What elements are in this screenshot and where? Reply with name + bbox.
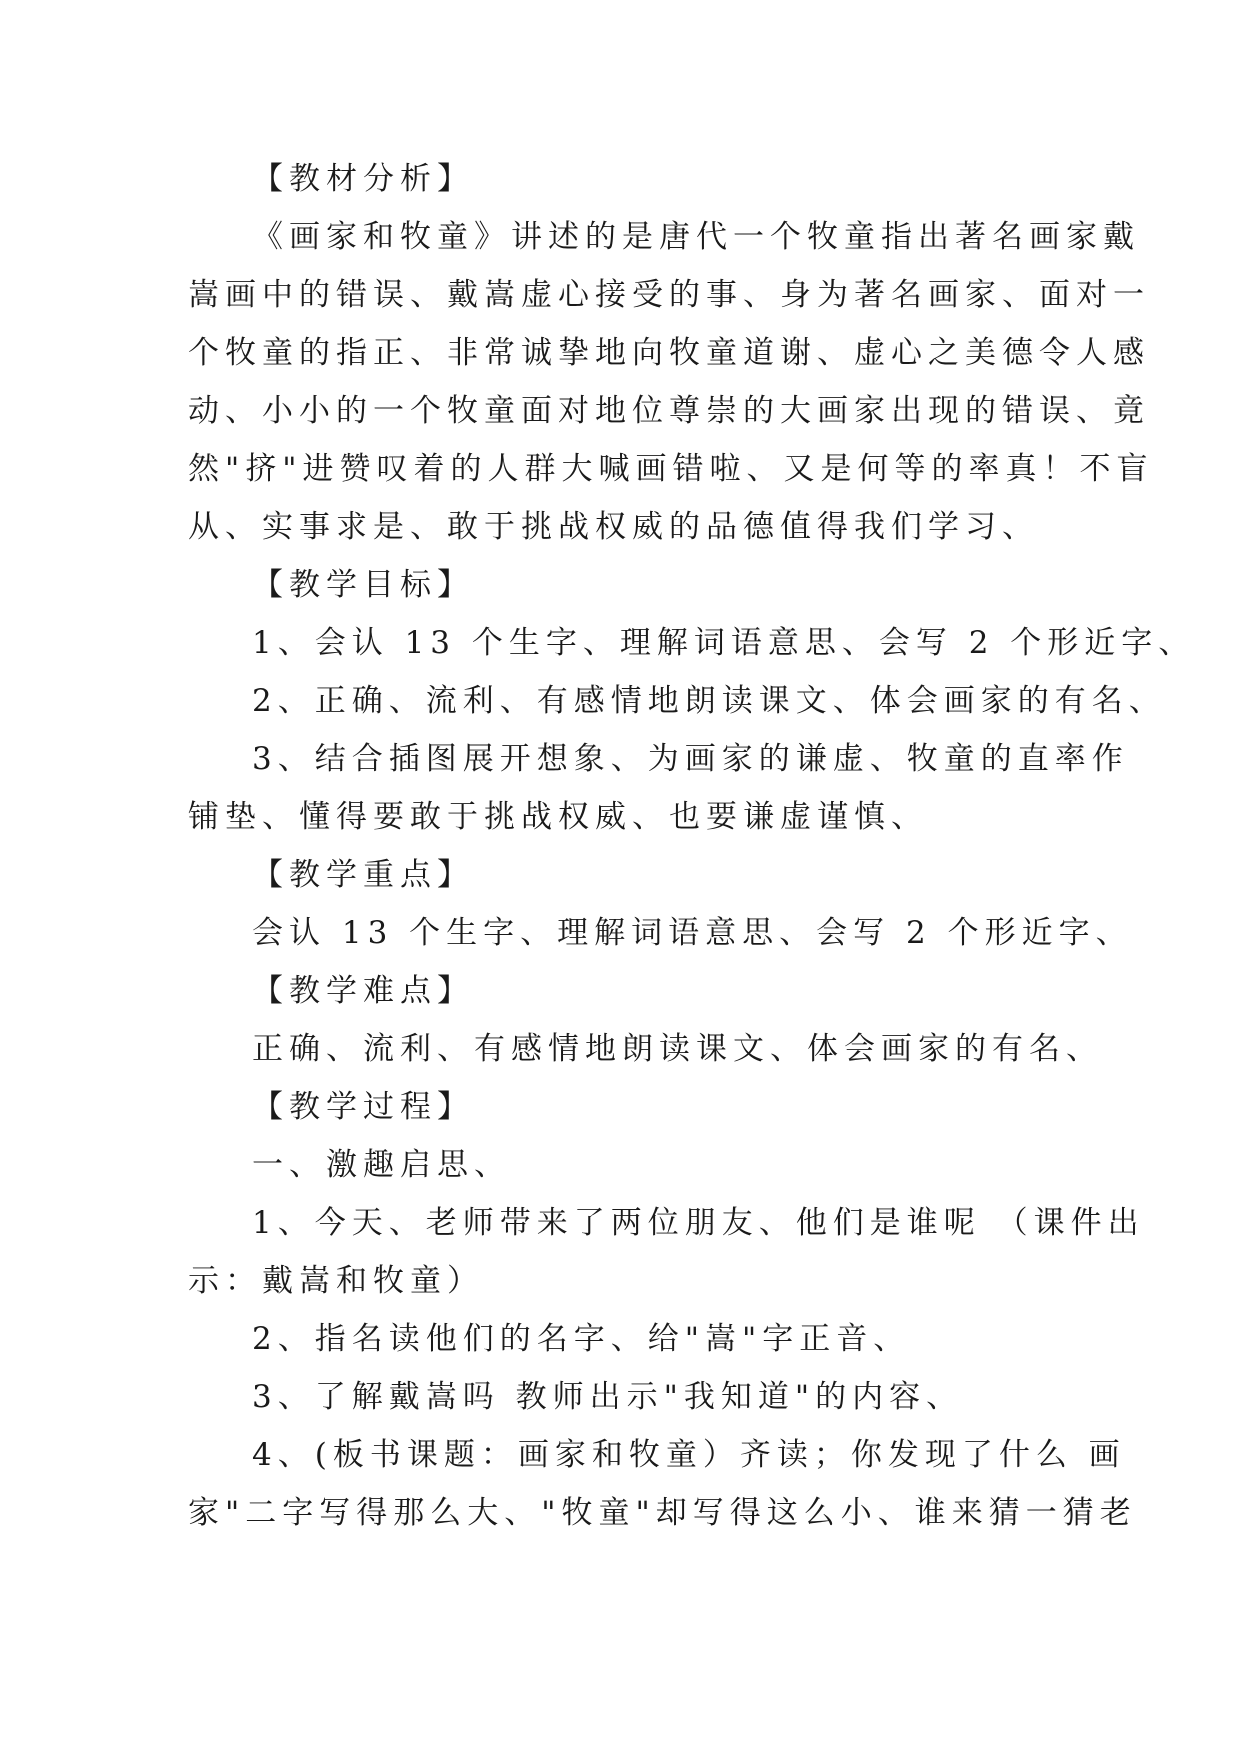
section-heading-teaching-goals: 【教学目标】 <box>252 567 474 603</box>
list-item: 3、结合插图展开想象、为画家的谦虚、牧童的直率作 <box>252 741 1129 777</box>
list-item-continuation: 示：戴嵩和牧童） <box>188 1263 484 1299</box>
section-heading-teaching-process: 【教学过程】 <box>252 1089 474 1125</box>
paragraph-line: 从、实事求是、敢于挑战权威的品德值得我们学习、 <box>188 509 1039 545</box>
subsection-heading: 一、激趣启思、 <box>252 1147 511 1183</box>
paragraph-line: 然"挤"进赞叹着的人群大喊画错啦、又是何等的率真！不盲 <box>188 451 1154 487</box>
list-item: 1、今天、老师带来了两位朋友、他们是谁呢 （课件出 <box>252 1205 1145 1241</box>
paragraph-line: 正确、流利、有感情地朗读课文、体会画家的有名、 <box>252 1031 1103 1067</box>
paragraph-line: 个牧童的指正、非常诚挚地向牧童道谢、虚心之美德令人感 <box>188 335 1150 371</box>
section-heading-teaching-difficulty: 【教学难点】 <box>252 973 474 1009</box>
section-heading-teaching-focus: 【教学重点】 <box>252 857 474 893</box>
section-heading-textbook-analysis: 【教材分析】 <box>252 161 474 197</box>
list-item: 4、(板书课题：画家和牧童）齐读；你发现了什么 画 <box>252 1437 1126 1473</box>
list-item: 1、会认 13 个生字、理解词语意思、会写 2 个形近字、 <box>252 625 1196 661</box>
list-item: 2、指名读他们的名字、给"嵩"字正音、 <box>252 1321 911 1357</box>
paragraph-line: 动、小小的一个牧童面对地位尊崇的大画家出现的错误、竟 <box>188 393 1150 429</box>
paragraph-line: 《画家和牧童》讲述的是唐代一个牧童指出著名画家戴 <box>252 219 1140 255</box>
list-item-continuation: 家"二字写得那么大、"牧童"却写得这么小、谁来猜一猜老 <box>188 1495 1137 1531</box>
paragraph-line: 嵩画中的错误、戴嵩虚心接受的事、身为著名画家、面对一 <box>188 277 1150 313</box>
list-item: 2、正确、流利、有感情地朗读课文、体会画家的有名、 <box>252 683 1166 719</box>
paragraph-line: 会认 13 个生字、理解词语意思、会写 2 个形近字、 <box>252 915 1133 951</box>
list-item-continuation: 铺垫、懂得要敢于挑战权威、也要谦虚谨慎、 <box>188 799 928 835</box>
list-item: 3、了解戴嵩吗 教师出示"我知道"的内容、 <box>252 1379 964 1415</box>
